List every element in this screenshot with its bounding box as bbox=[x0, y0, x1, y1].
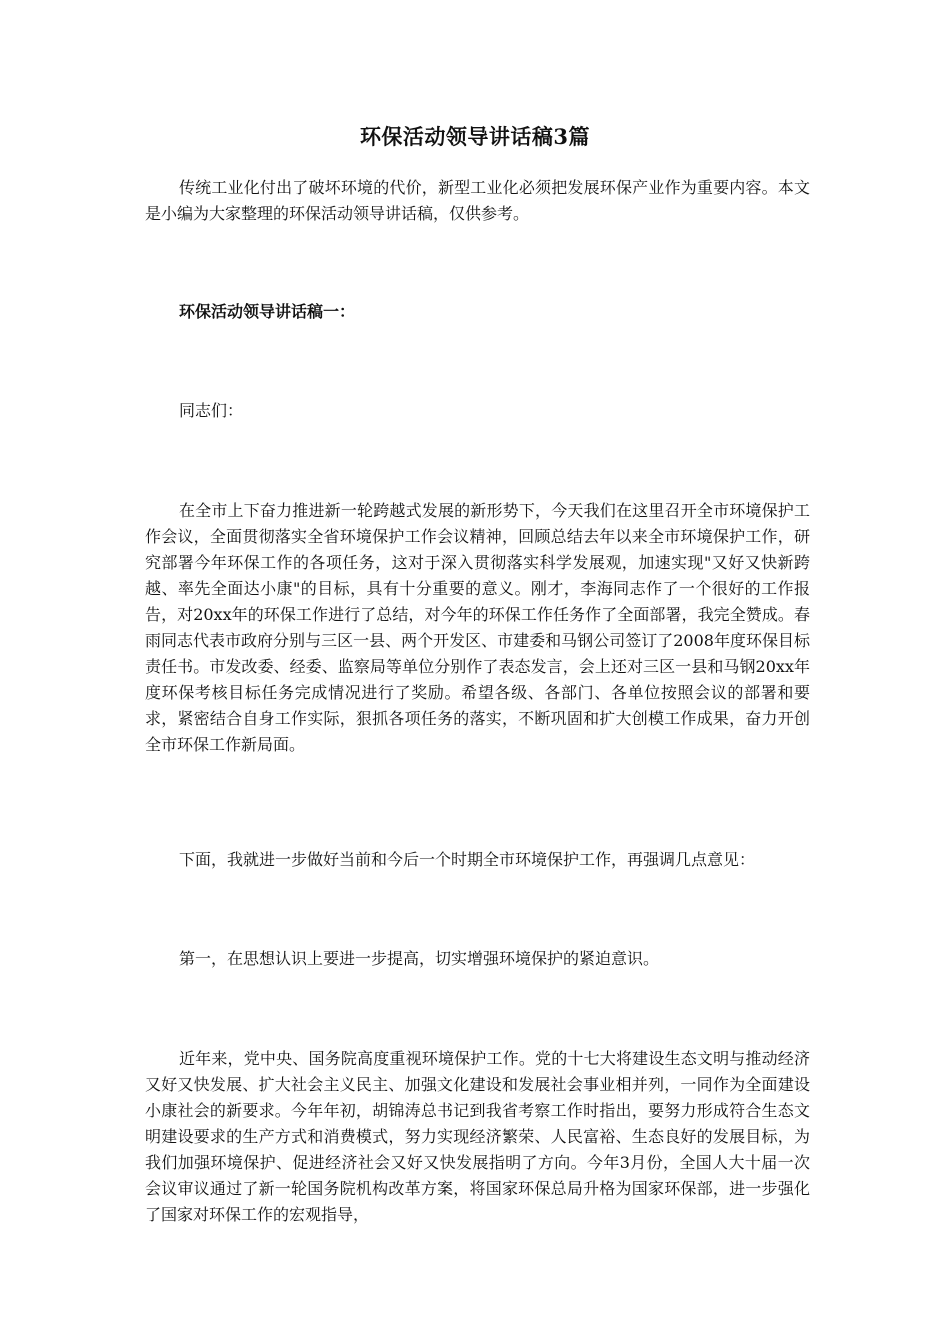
document-title: 环保活动领导讲话稿3篇 bbox=[359, 124, 591, 149]
intro-paragraph: 传统工业化付出了破坏环境的代价，新型工业化必须把发展环保产业作为重要内容。本文是小编为大家整理的环保活动领导讲话稿，仅供参考。 bbox=[145, 178, 810, 223]
body-paragraph-3: 第一，在思想认识上要进一步提高，切实增强环境保护的紧迫意识。 bbox=[179, 949, 660, 968]
body-paragraph-2: 下面，我就进一步做好当前和今后一个时期全市环境保护工作，再强调几点意见： bbox=[179, 850, 756, 869]
body-paragraph-4: 近年来，党中央、国务院高度重视环境保护工作。党的十七大将建设生态文明与推动经济又好又快发展、扩大社会主义民主、加强文化建设和发展社会事业相并列，一同作为全面建设小康社会的新要求。今年年初，胡锦涛总书记到我省考察工作时指出，要努力形成符合生态文明建设要求的生产方式和消费模式，努力实现经济繁荣、人民富裕、生态良好的发展目标，为我们加强环境保护、促进经济社会又好又快发展指明了方向。今年3月份，全国人大十届一次会议审议通过了新一轮国务院机构改革方案，将国家环保总局升格为国家环保部，进一步强化了国家对环保工作的宏观指导， bbox=[145, 1049, 810, 1224]
body-paragraph-1: 在全市上下奋力推进新一轮跨越式发展的新形势下，今天我们在这里召开全市环境保护工作会议，全面贯彻落实全省环境保护工作会议精神，回顾总结去年以来全市环境保护工作，研究部署今年环保工作的各项任务，这对于深入贯彻落实科学发展观，加速实现"又好又快新跨越、率先全面达小康"的目标，具有十分重要的意义。刚才，李海同志作了一个很好的工作报告，对20xx年的环保工作进行了总结，对今年的环保工作任务作了全面部署，我完全赞成。春雨同志代表市政府分别与三区一县、两个开发区、市建委和马钢公司签订了2008年度环保目标责任书。市发改委、经委、监察局等单位分别作了表态发言，会上还对三区一县和马钢20xx年度环保考核目标任务完成情况进行了奖励。希望各级、各部门、各单位按照会议的部署和要求，紧密结合自身工作实际，狠抓各项任务的落实，不断巩固和扩大创模工作成果，奋力开创全市环保工作新局面。 bbox=[145, 501, 810, 754]
section-heading: 环保活动领导讲话稿一： bbox=[179, 302, 356, 321]
greeting-paragraph: 同志们： bbox=[179, 401, 244, 420]
